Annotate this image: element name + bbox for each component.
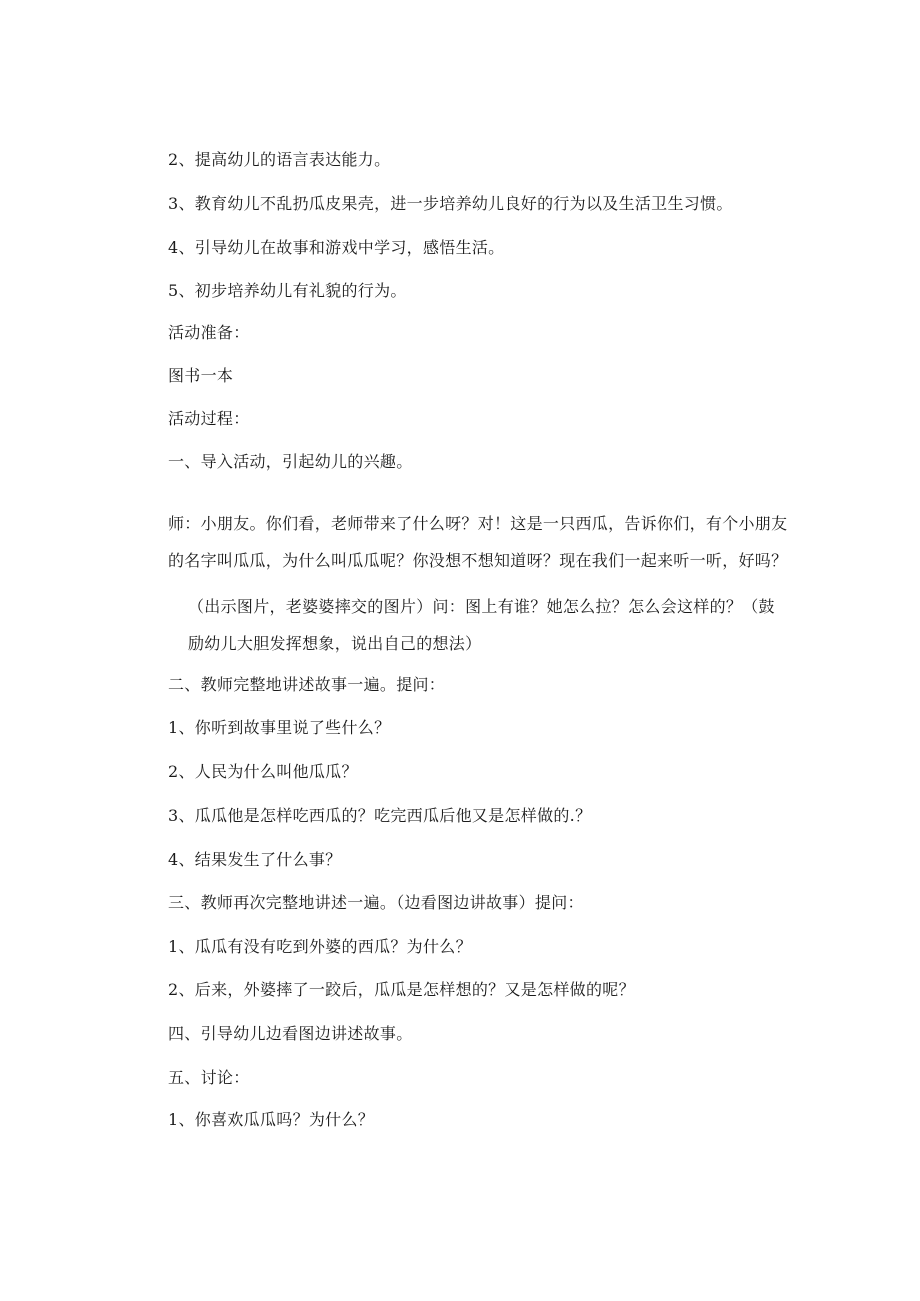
heading-preparation: 活动准备： — [168, 323, 250, 342]
question-2-4: 4、结果发生了什么事？ — [168, 850, 342, 869]
question-2-1: 1、你听到故事里说了些什么？ — [168, 718, 391, 737]
paragraph-goal-5: 5、初步培养幼儿有礼貌的行为。 — [168, 281, 407, 300]
paragraph-step-5: 五、讨论： — [168, 1068, 250, 1087]
paragraph-step-1: 一、导入活动，引起幼儿的兴趣。 — [168, 452, 413, 471]
heading-process: 活动过程： — [168, 409, 250, 428]
paragraph-step-2: 二、教师完整地讲述故事一遍。提问： — [168, 675, 446, 694]
paragraph-step-3: 三、教师再次完整地讲述一遍。（边看图边讲故事）提问： — [168, 893, 584, 912]
paragraph-goal-4: 4、引导幼儿在故事和游戏中学习，感悟生活。 — [168, 238, 505, 257]
paragraph-teacher-intro: 师：小朋友。你们看，老师带来了什么呀？对！这是一只西瓜，告诉你们，有个小朋友的名字叫瓜瓜，为什么叫瓜瓜呢？你没想不想知道呀？现在我们一起来听一听，好吗？ — [168, 514, 788, 570]
paragraph-goal-3: 3、教育幼儿不乱扔瓜皮果壳，进一步培养幼儿良好的行为以及生活卫生习惯。 — [168, 194, 733, 213]
question-2-3: 3、瓜瓜他是怎样吃西瓜的？吃完西瓜后他又是怎样做的.？ — [168, 806, 592, 825]
question-2-2: 2、人民为什么叫他瓜瓜？ — [168, 762, 358, 781]
paragraph-step-4: 四、引导幼儿边看图边讲述故事。 — [168, 1024, 413, 1043]
question-3-2: 2、后来，外婆摔了一跤后，瓜瓜是怎样想的？又是怎样做的呢？ — [168, 980, 635, 999]
question-5-1: 1、你喜欢瓜瓜吗？为什么？ — [168, 1110, 375, 1129]
paragraph-goal-2: 2、提高幼儿的语言表达能力。 — [168, 150, 391, 169]
question-3-1: 1、瓜瓜有没有吃到外婆的西瓜？为什么？ — [168, 937, 472, 956]
paragraph-show-picture: （出示图片，老婆婆摔交的图片）问：图上有谁？她怎么拉？怎么会这样的？（鼓励幼儿大胆发挥想象，说出自己的想法） — [188, 597, 775, 653]
paragraph-materials: 图书一本 — [168, 366, 234, 385]
